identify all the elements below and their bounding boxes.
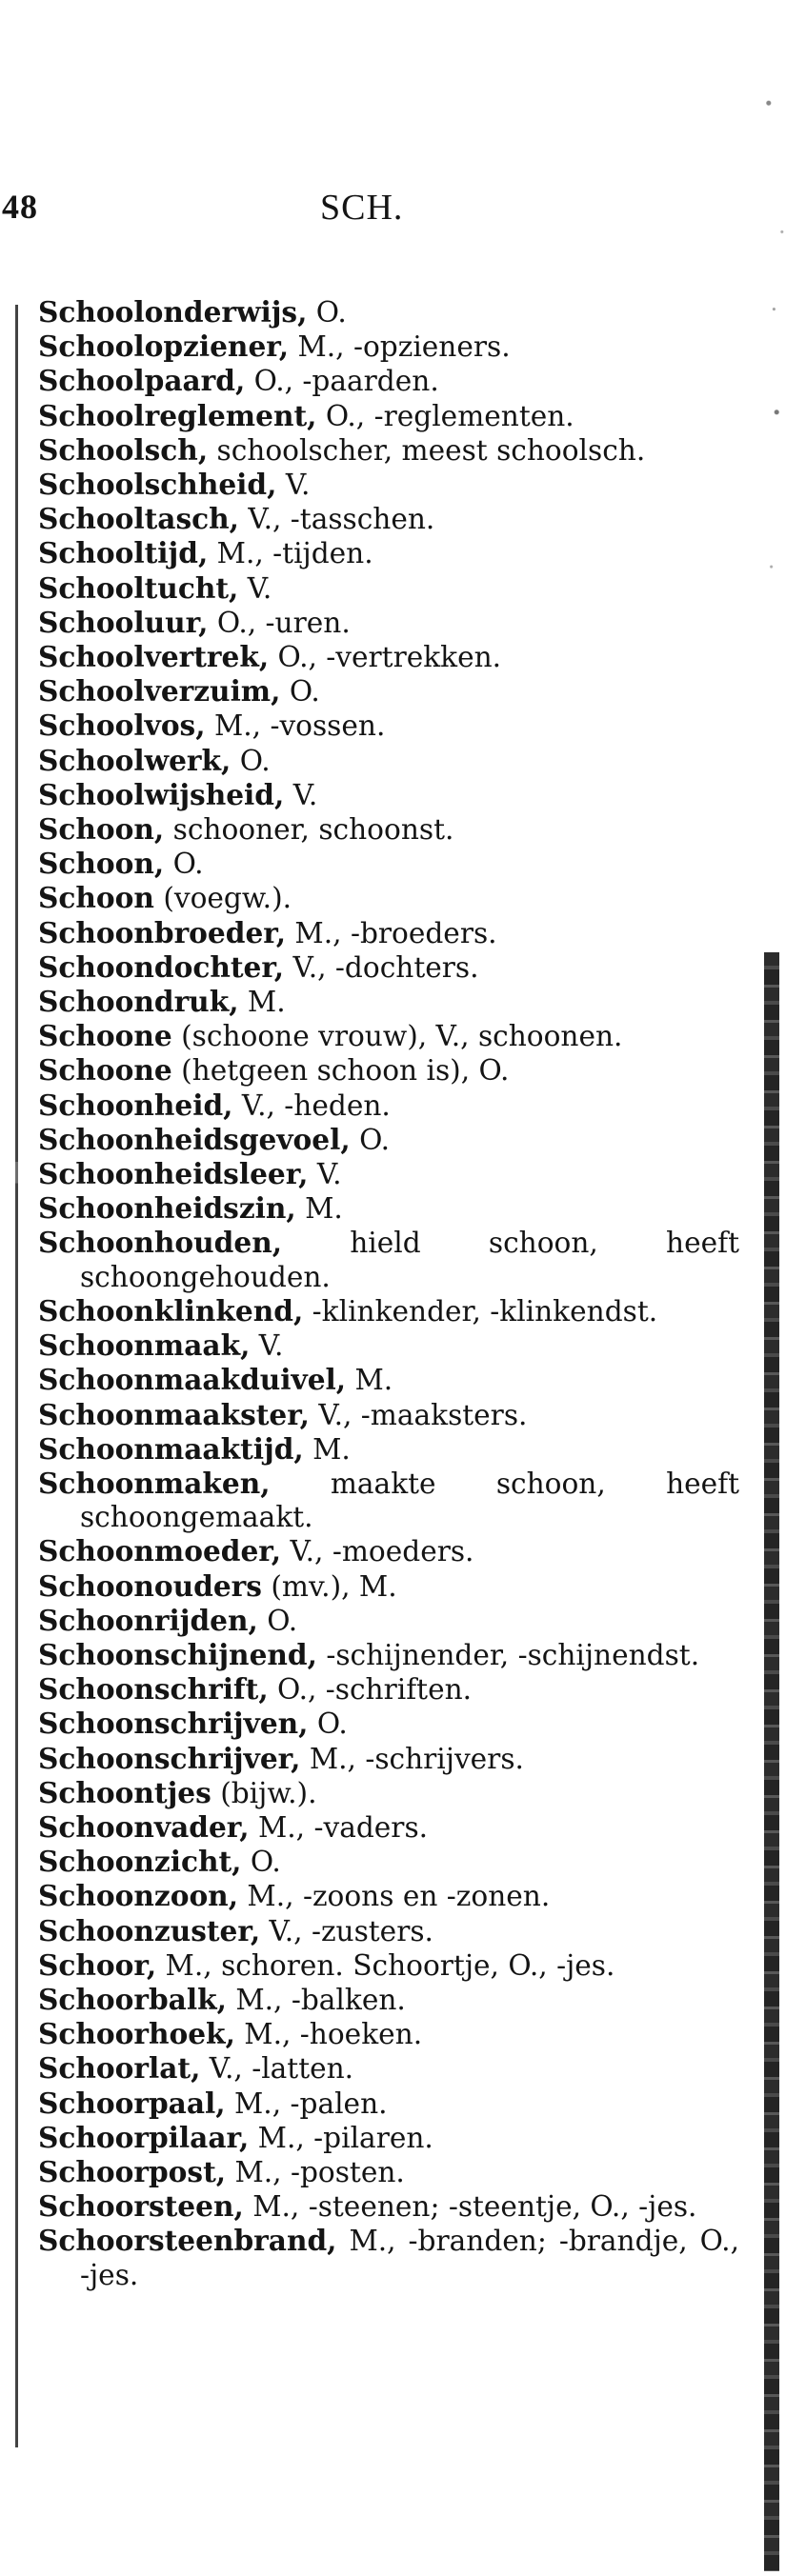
entry-definition: schooner, schoonst. [164,813,454,847]
entry-headword: Schoonouders [38,1568,262,1603]
entry-headword: Schoondochter, [38,949,285,984]
entry-headword: Schoor, [38,1947,157,1982]
entry-definition: (mv.), M. [261,1569,397,1603]
entry-definition: V. [276,469,311,502]
entry-headword: Schoontjes [38,1775,212,1809]
dictionary-entry [38,916,739,950]
entry-headword: Schoone [38,1053,172,1088]
dictionary-entry [38,1742,739,1776]
entry-definition: M., schoren. Schoortje, O., -jes. [156,1948,615,1982]
entry-headword: Schoonmaakster, [38,1397,310,1431]
dictionary-entry [38,2155,739,2189]
entry-definition: M., -zoons en -zonen. [238,1880,551,1913]
dictionary-entry [38,2051,739,2086]
entry-headword: Schoonschrijver, [38,1741,301,1775]
entry-definition: O. [280,675,320,709]
dictionary-entry [38,1363,739,1397]
dictionary-entry [38,778,739,812]
dictionary-entry [38,640,739,674]
entry-definition: O. [164,848,204,881]
dictionary-entry [38,1294,739,1328]
entry-headword: Schooltucht, [38,570,239,605]
entry-headword: Schoolvertrek, [38,640,270,674]
entry-headword: Schooltasch, [38,502,239,536]
dictionary-entry [38,1776,739,1810]
entry-headword: Schooltijd, [38,536,209,570]
entry-headword: Schoolwijsheid, [38,777,285,811]
dictionary-entry [38,1019,739,1053]
dictionary-entry [38,1534,739,1568]
dictionary-entry [38,1604,739,1638]
dictionary-entry [38,1226,739,1293]
entry-headword: Schoonheidsleer, [38,1157,309,1191]
dictionary-entry [38,1948,739,1983]
entry-definition: O., -vertrekken. [269,641,502,674]
entry-headword: Schoon, [38,812,165,847]
right-margin-binding [753,0,806,2576]
entry-definition: maakte schoon, heeft schoongemaakt. [80,1467,739,1534]
entry-headword: Schooluur, [38,605,209,639]
entry-headword: Schoone [38,1019,172,1053]
entry-definition: M., -opzieners. [289,330,511,364]
entry-definition: M., -steenen; -steentje, O., -jes. [243,2190,697,2224]
entry-definition: O. [231,744,271,777]
entry-definition: O. [241,1846,281,1879]
entry-headword: Schoolonderwijs, [38,295,308,329]
dictionary-entry [38,1398,739,1432]
dictionary-entry [38,950,739,985]
dictionary-entry [38,881,739,915]
dictionary-entry [38,502,739,536]
dictionary-entry [38,1672,739,1707]
dictionary-entry [38,295,739,329]
entry-definition: -schijnender, -schijnendst. [316,1638,700,1671]
entry-definition: M. [303,1432,351,1466]
dictionary-entry [38,1157,739,1191]
entry-definition: M., -pilaren. [249,2121,433,2154]
entry-headword: Schoonheidszin, [38,1191,296,1226]
dictionary-entry [38,2087,739,2121]
entry-definition: V., -maaksters. [309,1398,528,1431]
entry-definition: -klinkender, -klinkendst. [303,1294,658,1328]
dictionary-entry [38,1879,739,1913]
entry-definition: O. [350,1123,391,1156]
entry-headword: Schoorhoek, [38,2017,235,2051]
entry-headword: Schoonmaaktijd, [38,1431,304,1466]
dictionary-entry [38,329,739,364]
dictionary-entry [38,536,739,570]
dictionary-entry [38,812,739,847]
dictionary-entry [38,2189,739,2224]
entry-definition: V. [284,778,318,811]
dictionary-entry [38,433,739,468]
entry-headword: Schoonbroeder, [38,915,287,949]
entry-definition: O. [307,296,347,329]
dictionary-entry [38,1845,739,1879]
dictionary-entry [38,1191,739,1226]
entry-definition: M., -hoeken. [234,2018,423,2051]
entry-headword: Schoolwerk, [38,743,232,777]
margin-specks [753,0,806,2576]
dictionary-entry [38,847,739,881]
entry-definition: V., -latten. [200,2052,354,2086]
entry-headword: Schoorsteenbrand, [38,2224,337,2258]
entry-headword: Schoonschijnend, [38,1637,317,1671]
dictionary-entry [38,2224,739,2291]
entry-definition: M., -schrijvers. [300,1742,524,1775]
entry-definition: V., -zusters. [260,1914,433,1947]
dictionary-entries [38,295,739,2292]
entry-headword: Schoonheid, [38,1088,233,1122]
entry-definition: O., -schriften. [268,1673,473,1707]
entry-definition: V., -heden. [232,1088,391,1122]
entry-definition: O., -reglementen. [316,399,574,432]
entry-definition: M. [346,1364,393,1397]
entry-headword: Schoorpilaar, [38,2120,250,2154]
entry-definition: (bijw.). [211,1776,317,1809]
entry-definition: M., -branden; -brandje, O., -jes. [80,2225,739,2291]
entry-headword: Schoonzuster, [38,1913,261,1947]
entry-definition: O. [308,1707,348,1741]
entry-definition: M., -broeders. [286,916,497,949]
dictionary-entry [38,709,739,743]
left-margin-rule [15,305,18,2447]
dictionary-entry [38,985,739,1019]
entry-definition: M., -tijden. [208,537,373,570]
entry-definition: M., -posten. [226,2155,405,2188]
entry-headword: Schoonrijden, [38,1603,258,1637]
entry-headword: Schoorsteen, [38,2189,244,2224]
entry-definition: O., -paarden. [245,365,439,398]
entry-definition: V., -dochters. [284,950,479,984]
dictionary-entry [38,1810,739,1845]
entry-headword: Schoolopziener, [38,329,290,364]
entry-definition: V., -tasschen. [238,503,435,536]
dictionary-entry [38,2121,739,2155]
entry-headword: Schoolpaard, [38,364,246,398]
entry-definition: M., -vossen. [205,709,386,743]
entry-definition: M., -palen. [225,2087,388,2120]
dictionary-entry [38,364,739,398]
dictionary-entry [38,399,739,433]
entry-headword: Schoonzoon, [38,1879,239,1913]
entry-headword: Schoonvader, [38,1809,250,1844]
entry-headword: Schoorpaal, [38,2086,226,2120]
running-head: SCH. [320,188,404,228]
dictionary-entry [38,1569,739,1604]
entry-headword: Schoondruk, [38,985,239,1019]
dictionary-entry [38,744,739,778]
dictionary-entry [38,1432,739,1467]
entry-headword: Schoolschheid, [38,468,277,502]
entry-headword: Schoolsch, [38,432,209,467]
entry-definition: (hetgeen schoon is), O. [171,1054,510,1088]
entry-definition: (schoone vrouw), V., schoonen. [171,1020,623,1053]
entry-headword: Schoolreglement, [38,398,317,432]
dictionary-entry [38,1123,739,1157]
entry-headword: Schoonmaken, [38,1466,271,1500]
dictionary-entry [38,1088,739,1123]
dictionary-entry [38,1328,739,1363]
entry-headword: Schoolverzuim, [38,674,281,709]
entry-definition: schoolscher, meest schoolsch. [208,433,646,467]
entry-headword: Schoon [38,881,154,915]
entry-definition: V. [250,1329,284,1363]
entry-headword: Schoorpost, [38,2154,227,2188]
entry-definition: V., -moeders. [281,1535,474,1568]
entry-definition: (voegw.). [153,882,292,915]
dictionary-entry [38,571,739,606]
entry-headword: Schoonklinkend, [38,1293,304,1328]
dictionary-entry [38,1053,739,1088]
dictionary-entry [38,468,739,502]
dictionary-entry [38,1638,739,1672]
entry-headword: Schoon, [38,847,165,881]
entry-headword: Schoonschrijven, [38,1707,309,1741]
entry-headword: Schoonzicht, [38,1845,242,1879]
entry-definition: hield schoon, heeft schoongehouden. [80,1227,739,1293]
entry-definition: M., -balken. [226,1983,406,2016]
entry-headword: Schoorlat, [38,2051,201,2086]
dictionary-entry [38,2017,739,2051]
binding-edge [764,952,779,2571]
entry-headword: Schoonmaakduivel, [38,1363,347,1397]
dictionary-entry [38,1983,739,2017]
entry-definition: O., -uren. [208,606,351,639]
entry-headword: Schoorbalk, [38,1982,227,2016]
entry-headword: Schoonmoeder, [38,1534,282,1568]
dictionary-entry [38,674,739,709]
dictionary-entry [38,1467,739,1534]
entry-headword: Schoonmaak, [38,1328,251,1363]
entry-definition: O. [257,1604,298,1637]
entry-definition: M. [238,986,286,1019]
entry-definition: M., -vaders. [249,1810,429,1844]
dictionary-entry [38,606,739,640]
entry-definition: V. [238,571,272,605]
entry-definition: M. [295,1192,343,1226]
entry-headword: Schoonschrift, [38,1672,269,1707]
entry-headword: Schoonheidsgevoel, [38,1122,351,1156]
page-number: 48 [2,188,38,226]
dictionary-entry [38,1914,739,1948]
entry-definition: V. [308,1158,342,1191]
dictionary-entry [38,1707,739,1741]
entry-headword: Schoonhouden, [38,1226,283,1260]
entry-headword: Schoolvos, [38,709,206,743]
